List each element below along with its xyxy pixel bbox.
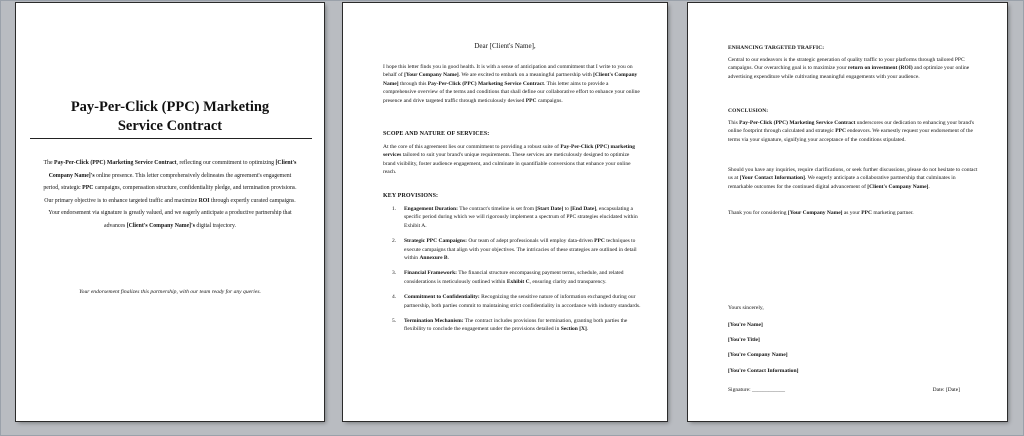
list-item: 3. Financial Framework: The financial structure encompassing payment terms, schedule, and related considerations is meticulously outlined within Exhibit C, ensuring clarity and transparency. [392, 270, 624, 285]
provisions-list [383, 205, 641, 341]
signer-contact: [You're Contact Information] [728, 368, 799, 374]
title-divider [30, 138, 312, 139]
queries-paragraph: Should you have any inquiries, require clarifications, or seek further discussions, please do not hesitate to contact us at [Your Contact Information]. We eagerly anticipate a collaborative partnership that culminates in remarkable outcomes for the continued digital advancement of [Client's Company Name]. [728, 167, 978, 190]
list-item: 1. Engagement Duration: The contract's timeline is set from [Start Date] to [End Date], encapsulating a specific period during which we will rigorously implement a spectrum of PPC strategies elucidated within Exhibit A. [392, 206, 638, 229]
date-field: Date: [Date] [932, 387, 960, 393]
signer-company: [You're Company Name] [728, 352, 788, 358]
document-page-1 [16, 3, 324, 421]
intro-paragraph: The Pay-Per-Click (PPC) Marketing Service Contract, reflecting our commitment to optimizing [Client's Company Name]'s online presence. This letter comprehensively delineates the agreement's engagement period, strategic PPC campaigns, compensation structure, confidentiality pledge, and termination provisions. Our primary objective is to enhance targeted traffic and maximize ROI through expertly curated campaigns. Your endorsement via signature is greatly valued, and we eagerly anticipate a productive partnership that advances [Client's Company Name]'s digital trajectory. [43, 160, 297, 229]
document-page-3 [688, 3, 1007, 421]
thanks-paragraph: Thank you for considering [Your Company Name] as your PPC marketing partner. [728, 210, 914, 216]
greeting: Dear [Client's Name], [474, 42, 536, 50]
scope-paragraph: At the core of this agreement lies our commitment to providing a robust suite of Pay-Per-Click (PPC) marketing services tailored to suit your brand's unique requirements. These services are meticulously designed to optimize brand visibility, foster audience engagement, and culminate in quantifiable conversions that enhance your online reach. [383, 144, 635, 176]
scope-heading: SCOPE AND NATURE OF SERVICES: [383, 131, 490, 137]
conclusion-heading: CONCLUSION: [728, 108, 769, 114]
list-item: 2. Strategic PPC Campaigns: Our team of adept professionals will employ data-driven PPC techniques to execute campaigns that align with your objectives. The intricacies of these strategies are outlined in detail within Annexure B. [392, 238, 637, 262]
list-item: 5. Termination Mechanism: The contract includes provisions for termination, granting both parties the flexibility to conclude the engagement under the provisions detailed in Section [X]. [392, 318, 628, 333]
traffic-heading: ENHANCING TARGETED TRAFFIC: [728, 45, 825, 51]
provisions-heading: KEY PROVISIONS: [383, 193, 439, 199]
document-page-2 [343, 3, 667, 421]
opening-paragraph: I hope this letter finds you in good health. It is with a sense of anticipation and commitment that I write to you on behalf of [Your Company Name]. We are excited to embark on a meaningful partnership with [Client's Company Name] through this Pay-Per-Click (PPC) Marketing Service Contract. This letter aims to provide a comprehensive overview of the terms and conditions that shall define our collaborative effort to enhance your online presence and drive targeted traffic through meticulously devised PPC campaigns. [383, 64, 640, 104]
conclusion-paragraph: This Pay-Per-Click (PPC) Marketing Service Contract underscores our dedication to enhancing your brand's online footprint through calculated and strategic PPC endeavors. We earnestly request your endorsement of the terms via your signature, signifying your acceptance of the conditions stipulated. [728, 120, 975, 143]
signature-row [728, 387, 960, 393]
traffic-paragraph: Central to our endeavors is the strategic generation of quality traffic to your platforms through tailored PPC campaigns. Our overarching goal is to maximize your return on investment (ROI) and optimize your online advertising expenditure while cultivating meaningful engagements with your audience. [728, 57, 970, 80]
contract-title: Pay-Per-Click (PPC) Marketing Service Contract [70, 99, 270, 134]
endorsement-note: Your endorsement finalizes this partnership, with our team ready for any queries. [79, 289, 261, 295]
signer-title: [You're Title] [728, 337, 760, 343]
signer-name: [You're Name] [728, 322, 763, 328]
list-item: 4. Commitment to Confidentiality: Recognizing the sensitive nature of information exchanged during our partnership, both parties commit to maintaining strict confidentiality in accordance with industry standards. [392, 294, 641, 309]
closing-salutation: Yours sincerely, [728, 305, 764, 311]
signature-field: Signature: ____________ [728, 387, 785, 393]
